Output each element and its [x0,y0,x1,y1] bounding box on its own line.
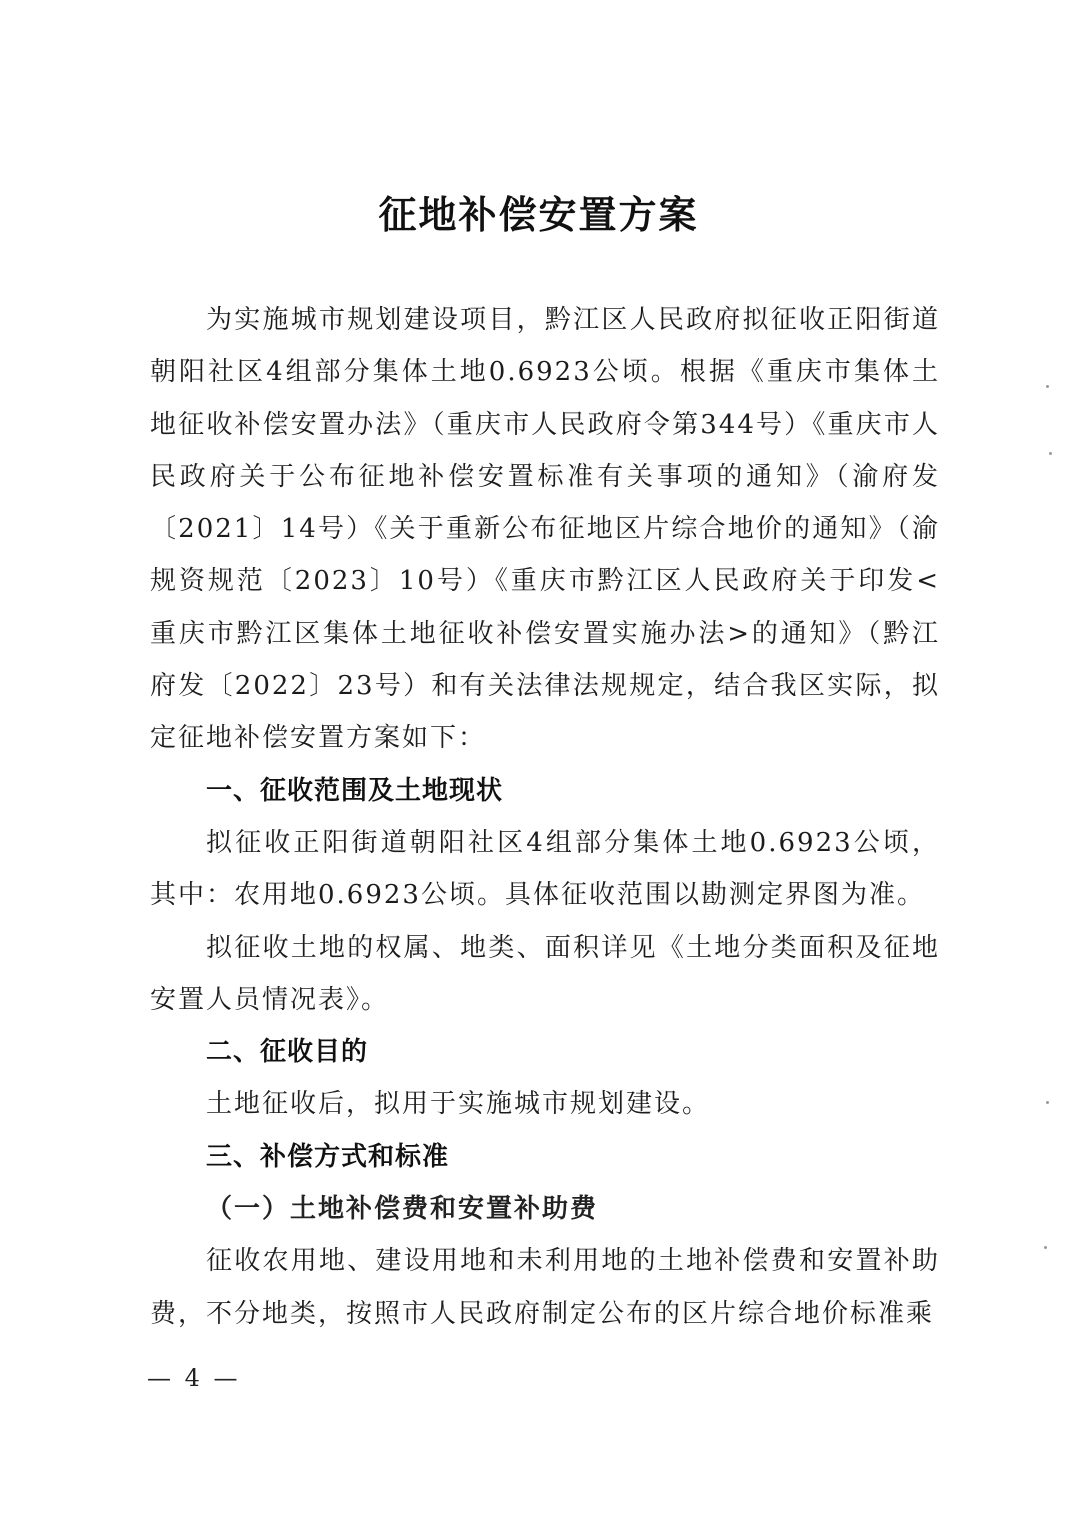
section-3-paragraph: 征收农用地、建设用地和未利用地的土地补偿费和安置补助费，不分地类，按照市人民政府制定公布的区片综合地价标准乘 [150,1246,940,1329]
scan-speck [1046,1101,1049,1104]
section-2-heading: 二、征收目的 [206,1037,369,1068]
scan-speck [1044,1246,1047,1249]
section-1-paragraph-1: 拟征收正阳街道朝阳社区4组部分集体土地0.6923公顷，其中：农用地0.6923公顷。具体征收范围以勘测定界图为准。 [150,827,940,911]
section-3-heading: 三、补偿方式和标准 [206,1141,450,1172]
section-1-heading: 一、征收范围及土地现状 [206,775,504,806]
section-3-subheading: （一）土地补偿费和安置补助费 [206,1194,599,1225]
section-2-paragraph: 土地征收后，拟用于实施城市规划建设。 [206,1089,711,1120]
document-body [150,294,940,1340]
page-title: 征地补偿安置方案 [378,193,699,237]
scan-speck [1049,452,1052,455]
page-number: — 4 — [147,1364,241,1392]
section-1-paragraph-2: 拟征收土地的权属、地类、面积详见《土地分类面积及征地安置人员情况表》。 [150,932,940,1015]
intro-paragraph: 为实施城市规划建设项目，黔江区人民政府拟征收正阳街道朝阳社区4组部分集体土地0.6923公顷。根据《重庆市集体土地征收补偿安置办法》（重庆市人民政府令第344号）《重庆市人民政府关于公布征地补偿安置标准有关事项的通知》（渝府发〔2021〕14号）《关于重新公布征地区片综合地价的通知》（渝规资规范〔2023〕10号）《重庆市黔江区人民政府关于印发<重庆市黔江区集体土地征收补偿安置实施办法>的通知》（黔江府发〔2022〕23号）和有关法律法规规定，结合我区实际，拟定征地补偿安置方案如下： [150,305,940,754]
scan-speck [1046,385,1049,388]
